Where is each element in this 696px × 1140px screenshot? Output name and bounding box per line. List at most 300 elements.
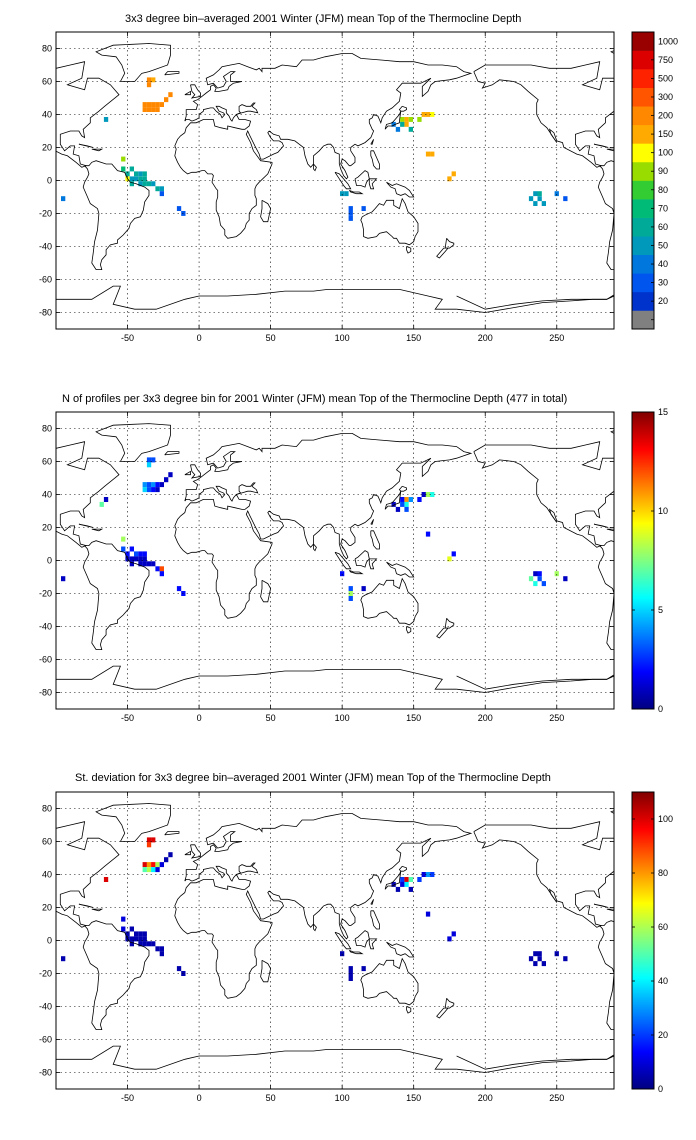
- data-bin: [529, 576, 533, 581]
- x-tick-label: 250: [549, 713, 565, 723]
- coastline: [457, 296, 614, 313]
- data-bin: [177, 586, 181, 591]
- data-bin: [400, 882, 404, 887]
- data-bin: [409, 887, 413, 892]
- colorbar-label: 150: [658, 129, 674, 140]
- data-bin: [138, 551, 142, 556]
- data-bin: [151, 941, 155, 946]
- y-tick-label: -40: [38, 621, 52, 632]
- colorbar-label: 0: [658, 1084, 664, 1094]
- data-bin: [143, 107, 147, 112]
- data-bin: [452, 931, 456, 936]
- colorbar-label: 10: [658, 506, 669, 516]
- y-tick-label: 40: [41, 489, 52, 500]
- coastline: [355, 551, 369, 568]
- y-tick-label: -40: [38, 241, 52, 252]
- data-bin: [538, 956, 542, 961]
- coastline: [96, 44, 170, 82]
- data-bin: [417, 877, 421, 882]
- data-bin: [151, 862, 155, 867]
- colorbar-label: 300: [658, 91, 674, 102]
- y-tick-label: 80: [41, 423, 52, 434]
- y-tick-label: 20: [41, 902, 52, 913]
- y-tick-label: 20: [41, 522, 52, 533]
- data-bin: [404, 502, 408, 507]
- coastline: [399, 106, 406, 111]
- data-bin: [404, 117, 408, 122]
- data-bin: [160, 951, 164, 956]
- y-tick-label: -80: [38, 307, 52, 318]
- data-bin: [138, 931, 142, 936]
- coastline: [399, 486, 406, 491]
- x-tick-label: 50: [265, 333, 276, 343]
- y-tick-label: -80: [38, 1067, 52, 1078]
- data-bin: [409, 127, 413, 132]
- data-bin: [362, 586, 366, 591]
- data-bin: [538, 196, 542, 201]
- coastline: [361, 959, 418, 1005]
- data-bin: [160, 102, 164, 107]
- data-bin: [542, 201, 546, 206]
- y-tick-label: -60: [38, 1034, 52, 1045]
- data-bin: [160, 191, 164, 196]
- x-tick-label: 150: [406, 1093, 422, 1103]
- colorbar-label: 0: [658, 704, 664, 714]
- colorbar-segment: [632, 292, 654, 311]
- data-bin: [533, 571, 537, 576]
- data-bin: [143, 867, 147, 872]
- colorbar-label: 20: [658, 296, 669, 307]
- colorbar-1: [632, 32, 678, 329]
- colorbar-label: 500: [658, 73, 674, 84]
- colorbar-label: 30: [658, 277, 669, 288]
- data-bin: [404, 882, 408, 887]
- colorbar-label: 60: [658, 221, 669, 232]
- data-bin: [400, 497, 404, 502]
- data-bin: [404, 877, 408, 882]
- data-bin: [147, 867, 151, 872]
- colorbar-label: 40: [658, 976, 669, 986]
- data-bin: [151, 561, 155, 566]
- y-tick-label: 0: [46, 935, 52, 946]
- bin-layer: [61, 837, 568, 981]
- colorbar-segment: [632, 143, 654, 162]
- data-bin: [155, 566, 159, 571]
- data-bin: [143, 941, 147, 946]
- y-tick-label: 20: [41, 142, 52, 153]
- coastline: [457, 666, 696, 689]
- data-bin: [404, 122, 408, 127]
- coastline: [369, 559, 376, 569]
- data-bin: [143, 561, 147, 566]
- data-bin: [426, 912, 430, 917]
- colorbar-segment: [632, 273, 654, 292]
- data-bin: [121, 157, 125, 162]
- data-bin: [417, 497, 421, 502]
- y-tick-label: -20: [38, 968, 52, 979]
- coastline: [594, 524, 608, 527]
- coastline: [594, 904, 608, 907]
- data-bin: [404, 507, 408, 512]
- data-bin: [177, 966, 181, 971]
- data-bin: [452, 171, 456, 176]
- colorbar-segment: [632, 69, 654, 88]
- x-tick-label: 250: [549, 333, 565, 343]
- coastline: [387, 562, 414, 577]
- data-bin: [147, 82, 151, 87]
- coastline: [92, 909, 102, 911]
- data-bin: [426, 152, 430, 157]
- data-bin: [147, 107, 151, 112]
- x-tick-label: 100: [334, 713, 350, 723]
- y-tick-label: 60: [41, 456, 52, 467]
- map-panel-2: [0, 412, 696, 723]
- data-bin: [143, 487, 147, 492]
- data-bin: [61, 576, 65, 581]
- coastline: [371, 531, 380, 549]
- colorbar-segment: [632, 199, 654, 218]
- coastline: [369, 179, 376, 189]
- coastline: [79, 144, 93, 147]
- data-bin: [151, 487, 155, 492]
- x-tick-label: -50: [121, 713, 135, 723]
- data-bin: [409, 497, 413, 502]
- x-tick-label: 50: [265, 1093, 276, 1103]
- x-tick-label: 200: [477, 713, 493, 723]
- coastline: [690, 433, 696, 618]
- coastline: [92, 149, 102, 151]
- coastline-layer: [0, 424, 696, 693]
- data-bin: [542, 961, 546, 966]
- coastline: [407, 627, 411, 634]
- data-bin: [121, 537, 125, 542]
- coastline: [0, 666, 457, 689]
- data-bin: [396, 887, 400, 892]
- colorbar-segment: [632, 310, 654, 329]
- data-bin: [349, 596, 353, 601]
- data-bin: [121, 167, 125, 172]
- coastline: [437, 1008, 448, 1018]
- data-bin: [121, 917, 125, 922]
- coastline: [96, 804, 170, 842]
- data-bin: [426, 532, 430, 537]
- y-tick-label: 40: [41, 869, 52, 880]
- colorbar-label: 80: [658, 868, 669, 878]
- y-tick-label: -40: [38, 1001, 52, 1012]
- colorbar-label: 15: [658, 407, 669, 417]
- data-bin: [155, 102, 159, 107]
- colorbar-label: 20: [658, 1030, 669, 1040]
- coastline: [607, 529, 617, 531]
- coastline: [680, 832, 694, 835]
- coastline: [371, 911, 380, 929]
- coastline: [165, 832, 179, 835]
- data-bin: [164, 477, 168, 482]
- x-tick-label: 250: [549, 1093, 565, 1103]
- data-bin: [160, 571, 164, 576]
- data-bin: [160, 862, 164, 867]
- data-bin: [563, 576, 567, 581]
- coastline: [165, 72, 179, 75]
- colorbar-segment: [632, 255, 654, 274]
- coastline: [680, 72, 694, 75]
- coastline: [399, 866, 406, 871]
- colorbar-segment: [632, 32, 654, 51]
- y-tick-label: 80: [41, 803, 52, 814]
- colorbar-label: 100: [658, 147, 674, 158]
- data-bin: [147, 842, 151, 847]
- colorbar-3: [632, 792, 673, 1094]
- data-bin: [143, 551, 147, 556]
- data-bin: [538, 951, 542, 956]
- data-bin: [344, 191, 348, 196]
- data-bin: [147, 487, 151, 492]
- coastline: [314, 164, 317, 171]
- data-bin: [164, 857, 168, 862]
- x-tick-label: 200: [477, 1093, 493, 1103]
- data-bin: [533, 201, 537, 206]
- panel-1-title: 3x3 degree bin–averaged 2001 Winter (JFM) mean Top of the Thermocline Depth: [125, 13, 522, 25]
- data-bin: [147, 462, 151, 467]
- coastline: [165, 452, 179, 455]
- data-bin: [533, 951, 537, 956]
- data-bin: [155, 186, 159, 191]
- data-bin: [168, 92, 172, 97]
- data-bin: [151, 102, 155, 107]
- colorbar-label: 750: [658, 54, 674, 65]
- colorbar-label: 50: [658, 240, 669, 251]
- coastline: [690, 54, 696, 239]
- data-bin: [143, 482, 147, 487]
- x-tick-label: 150: [406, 713, 422, 723]
- data-bin: [177, 206, 181, 211]
- colorbar-label: 200: [658, 110, 674, 121]
- data-bin: [533, 961, 537, 966]
- data-bin: [349, 976, 353, 981]
- coastline-layer: [0, 44, 696, 313]
- data-bin: [409, 117, 413, 122]
- coastline: [314, 544, 317, 551]
- coastline: [607, 149, 617, 151]
- coastline: [185, 471, 191, 474]
- x-tick-label: 150: [406, 333, 422, 343]
- colorbar-label: 70: [658, 203, 669, 214]
- coastline: [261, 960, 271, 982]
- coastline: [371, 899, 374, 904]
- data-bin: [143, 862, 147, 867]
- y-tick-label: 0: [46, 175, 52, 186]
- data-bin: [362, 206, 366, 211]
- data-bin: [134, 171, 138, 176]
- data-bin: [147, 862, 151, 867]
- data-bin: [160, 482, 164, 487]
- colorbar-2: [632, 407, 668, 714]
- colorbar-segment: [632, 51, 654, 70]
- data-bin: [61, 196, 65, 201]
- data-bin: [130, 927, 134, 932]
- coastline: [437, 628, 448, 638]
- data-bin: [147, 102, 151, 107]
- coastline: [387, 942, 414, 957]
- coastline: [0, 1046, 457, 1069]
- data-bin: [349, 586, 353, 591]
- data-bin: [533, 581, 537, 586]
- colorbar-segment: [632, 236, 654, 255]
- data-bin: [134, 551, 138, 556]
- data-bin: [155, 862, 159, 867]
- data-bin: [155, 487, 159, 492]
- data-bin: [396, 127, 400, 132]
- data-bin: [104, 117, 108, 122]
- coastline-layer: [0, 804, 696, 1073]
- data-bin: [362, 966, 366, 971]
- y-tick-label: 40: [41, 109, 52, 120]
- data-bin: [542, 581, 546, 586]
- data-bin: [400, 117, 404, 122]
- coastline: [314, 924, 317, 931]
- coastline: [349, 570, 362, 573]
- x-tick-label: 0: [196, 333, 202, 343]
- data-bin: [160, 946, 164, 951]
- data-bin: [529, 956, 533, 961]
- data-bin: [147, 561, 151, 566]
- colorbar-label: 90: [658, 166, 669, 177]
- coastline: [369, 939, 376, 949]
- data-bin: [151, 181, 155, 186]
- data-bin: [168, 472, 172, 477]
- data-bin: [400, 122, 404, 127]
- coastline: [361, 199, 418, 245]
- coastline: [594, 144, 608, 147]
- data-bin: [121, 547, 125, 552]
- coastline: [0, 286, 457, 309]
- panel-3-title: St. deviation for 3x3 degree bin–averaged 2001 Winter (JFM) mean Top of the Thermocline Depth: [75, 772, 551, 784]
- data-bin: [164, 97, 168, 102]
- coastline: [355, 931, 369, 948]
- x-tick-label: -50: [121, 1093, 135, 1103]
- data-bin: [168, 852, 172, 857]
- data-bin: [155, 107, 159, 112]
- data-bin: [349, 206, 353, 211]
- bin-layer: [61, 77, 568, 221]
- map-panel-3: [0, 792, 696, 1103]
- coastline: [79, 524, 93, 527]
- data-bin: [130, 167, 134, 172]
- coastline: [185, 91, 191, 94]
- data-bin: [349, 966, 353, 971]
- data-bin: [147, 181, 151, 186]
- coastline: [457, 676, 614, 693]
- data-bin: [151, 482, 155, 487]
- coastline: [680, 452, 694, 455]
- y-tick-label: 0: [46, 555, 52, 566]
- colorbar-gradient: [632, 412, 654, 709]
- colorbar-segment: [632, 106, 654, 125]
- coastline: [371, 151, 380, 169]
- y-tick-label: 80: [41, 43, 52, 54]
- data-bin: [538, 576, 542, 581]
- x-tick-label: 0: [196, 1093, 202, 1103]
- data-bin: [400, 877, 404, 882]
- data-bin: [396, 507, 400, 512]
- x-tick-label: 100: [334, 1093, 350, 1103]
- data-bin: [143, 181, 147, 186]
- data-bin: [147, 941, 151, 946]
- colorbar-gradient: [632, 792, 654, 1089]
- panel-2-title: N of profiles per 3x3 degree bin for 2001 Winter (JFM) mean Top of the Thermocline Depth (477 in total): [62, 393, 568, 405]
- coastline: [185, 851, 191, 854]
- data-bin: [349, 216, 353, 221]
- data-bin: [121, 927, 125, 932]
- data-bin: [155, 482, 159, 487]
- x-tick-label: 50: [265, 713, 276, 723]
- colorbar-segment: [632, 218, 654, 237]
- data-bin: [563, 956, 567, 961]
- y-tick-label: -60: [38, 654, 52, 665]
- data-bin: [417, 117, 421, 122]
- data-bin: [155, 946, 159, 951]
- data-bin: [147, 482, 151, 487]
- colorbar-label: 5: [658, 605, 664, 615]
- data-bin: [151, 107, 155, 112]
- coastline: [261, 580, 271, 602]
- data-bin: [538, 191, 542, 196]
- colorbar-label: 100: [658, 814, 674, 824]
- data-bin: [143, 171, 147, 176]
- colorbar-segment: [632, 88, 654, 107]
- coastline: [371, 519, 374, 524]
- data-bin: [104, 497, 108, 502]
- x-tick-label: 0: [196, 713, 202, 723]
- data-bin: [430, 152, 434, 157]
- y-tick-label: -60: [38, 274, 52, 285]
- data-bin: [134, 931, 138, 936]
- colorbar-segment: [632, 162, 654, 181]
- coastline: [371, 139, 374, 144]
- coastline: [407, 1007, 411, 1014]
- data-bin: [529, 196, 533, 201]
- data-bin: [143, 102, 147, 107]
- coastline: [437, 248, 448, 258]
- y-tick-label: -20: [38, 588, 52, 599]
- coastline: [407, 247, 411, 254]
- coastline: [361, 579, 418, 625]
- y-tick-label: -80: [38, 687, 52, 698]
- data-bin: [533, 191, 537, 196]
- data-bin: [151, 867, 155, 872]
- coastline: [79, 904, 93, 907]
- coastline: [349, 190, 362, 193]
- data-bin: [400, 502, 404, 507]
- coastline: [387, 182, 414, 197]
- y-tick-label: -20: [38, 208, 52, 219]
- colorbar-label: 40: [658, 259, 669, 270]
- y-tick-label: 60: [41, 76, 52, 87]
- data-bin: [61, 956, 65, 961]
- colorbar-segment: [632, 181, 654, 200]
- x-tick-label: 200: [477, 333, 493, 343]
- coastline: [261, 200, 271, 221]
- coastline: [175, 433, 471, 618]
- data-bin: [100, 502, 104, 507]
- x-tick-label: -50: [121, 333, 135, 343]
- data-bin: [404, 497, 408, 502]
- data-bin: [143, 931, 147, 936]
- data-bin: [452, 551, 456, 556]
- coastline: [349, 950, 362, 953]
- coastline: [457, 1056, 614, 1073]
- x-tick-label: 100: [334, 333, 350, 343]
